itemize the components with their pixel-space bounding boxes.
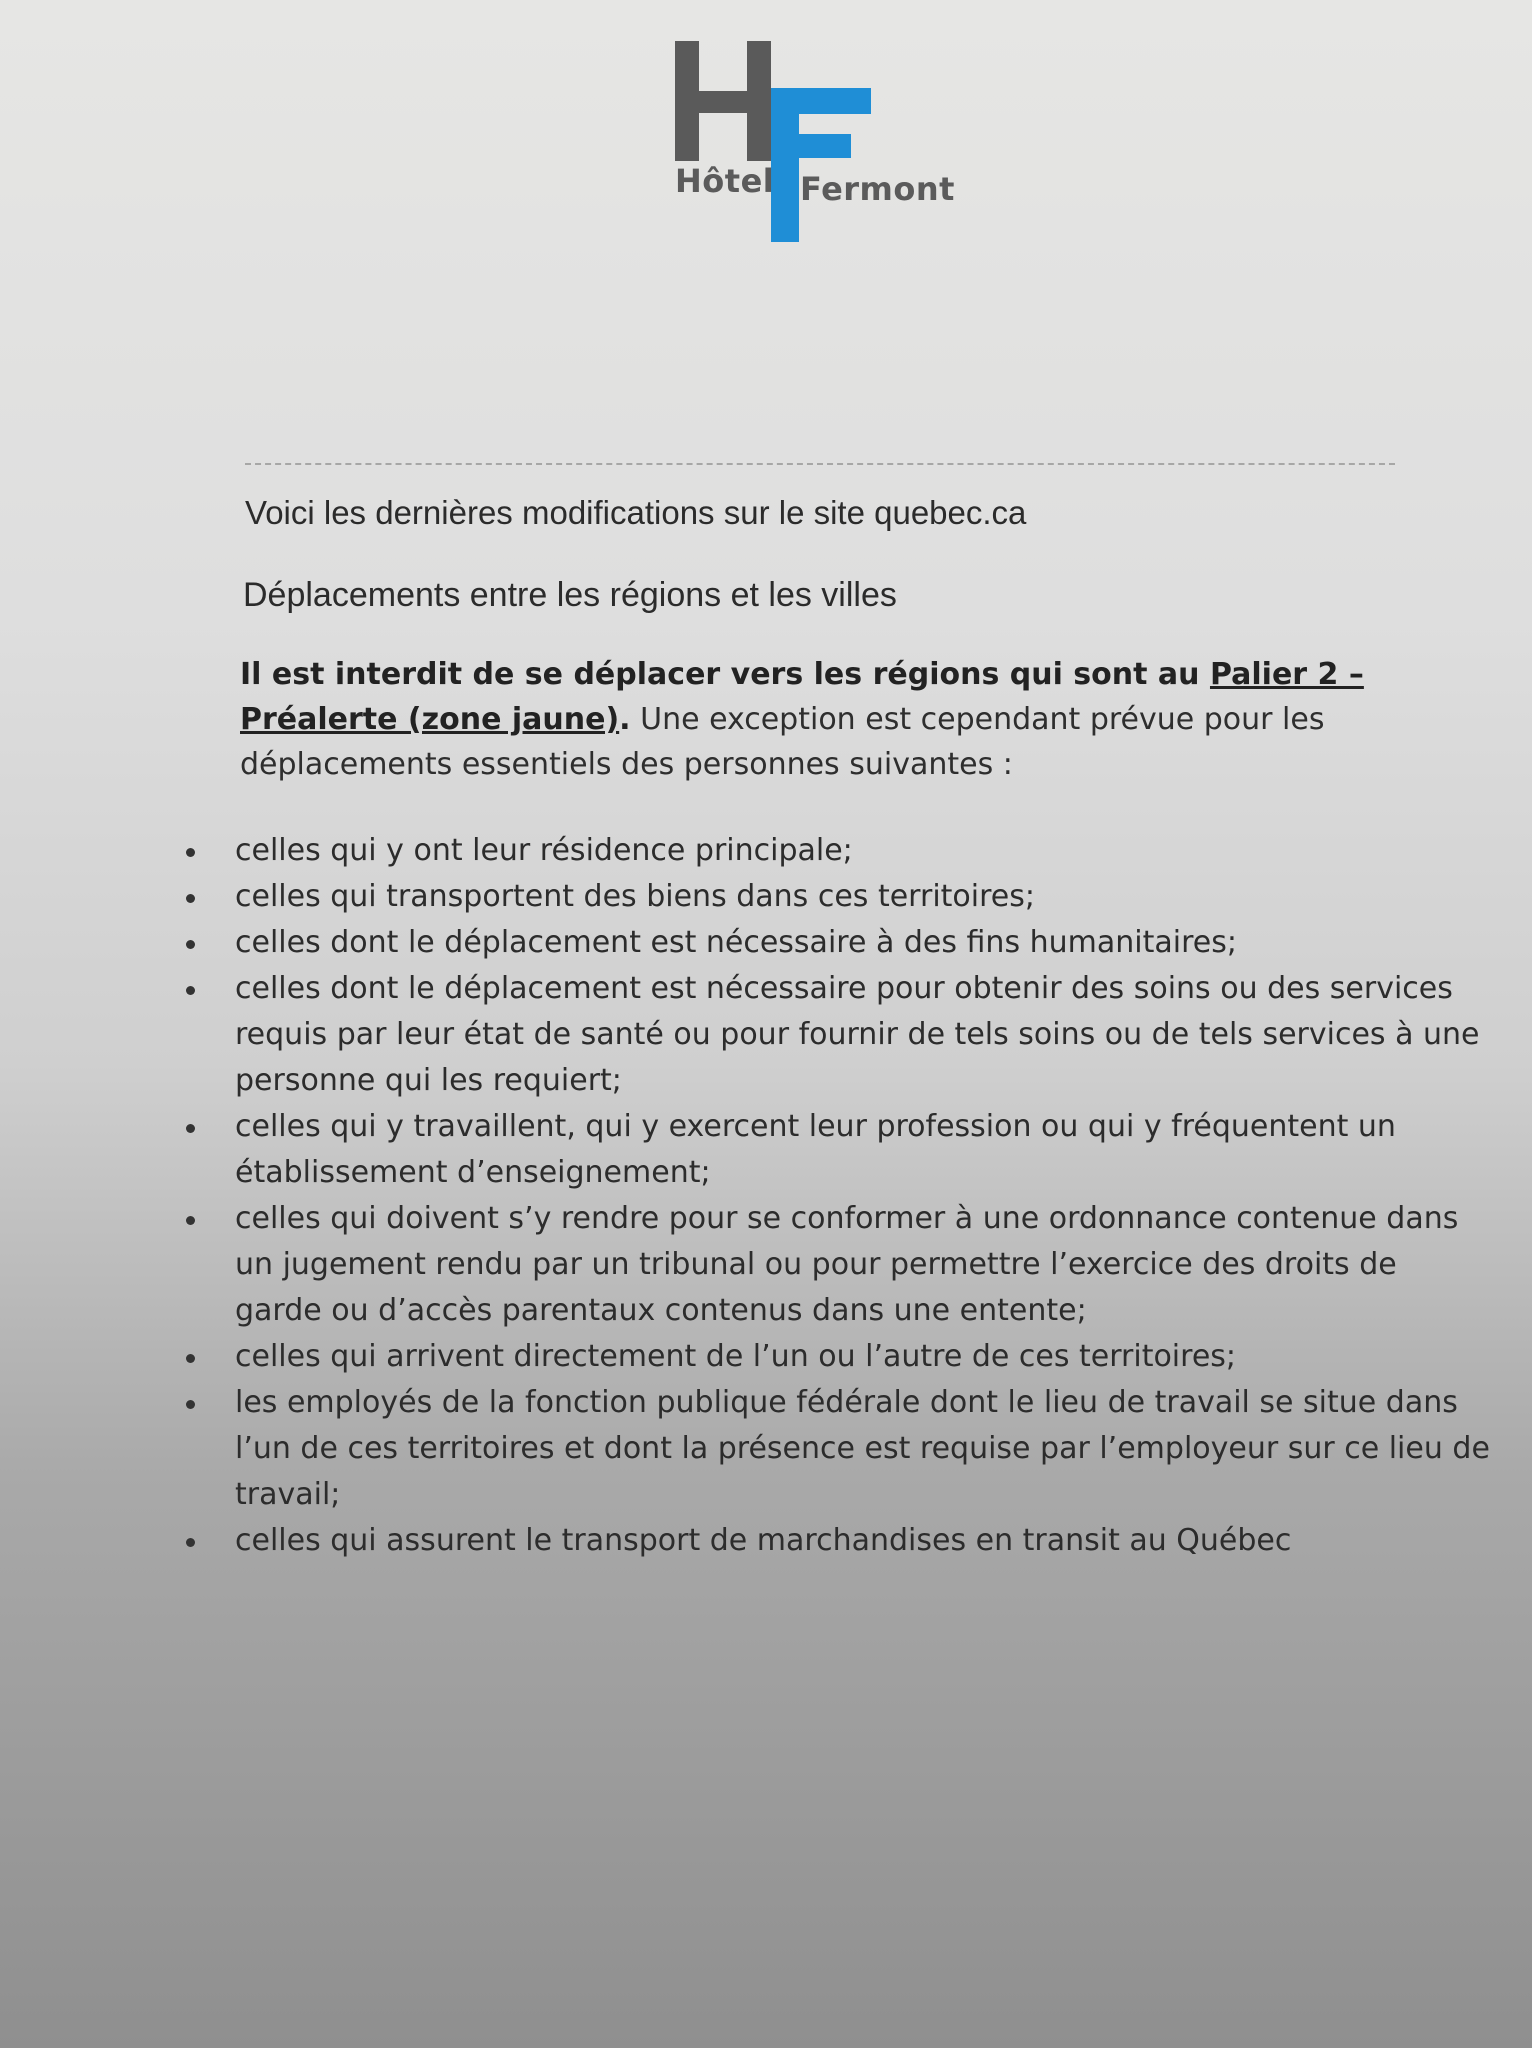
list-item bbox=[150, 874, 1490, 920]
exception-text: Une exception est cependant prévue pour les déplacements essentiels des personnes suivantes : bbox=[240, 702, 1325, 782]
bullet-icon bbox=[186, 1216, 195, 1225]
bullet-icon bbox=[186, 1400, 195, 1409]
logo-word-fermont: Fermont bbox=[800, 170, 955, 208]
list-item bbox=[150, 1334, 1490, 1380]
list-item-text: les employés de la fonction publique fédérale dont le lieu de travail se situe dans l’un de ces territoires et dont la présence est requise par l’employeur sur ce lieu de travail; bbox=[235, 1385, 1490, 1512]
list-item-text: celles dont le déplacement est nécessaire à des fins humanitaires; bbox=[235, 925, 1237, 960]
list-item bbox=[150, 920, 1490, 966]
list-item-text: celles qui y travaillent, qui y exercent leur profession ou qui y fréquentent un établissement d’enseignement; bbox=[235, 1109, 1396, 1190]
bullet-icon bbox=[186, 986, 195, 995]
logo-word-hotel: Hôtel bbox=[675, 162, 775, 200]
list-item bbox=[150, 1518, 1490, 1564]
restriction-paragraph bbox=[240, 652, 1440, 787]
restriction-bold-period: . bbox=[619, 702, 631, 737]
list-item-text: celles qui y ont leur résidence principale; bbox=[235, 833, 853, 868]
hotel-fermont-logo bbox=[670, 36, 955, 246]
list-item bbox=[150, 966, 1490, 1104]
list-item bbox=[150, 1380, 1490, 1518]
bullet-icon bbox=[186, 1538, 195, 1547]
bullet-icon bbox=[186, 940, 195, 949]
list-item bbox=[150, 1196, 1490, 1334]
list-item bbox=[150, 1104, 1490, 1196]
bullet-icon bbox=[186, 894, 195, 903]
palier-link[interactable]: Palier 2 – Préalerte (zone jaune) bbox=[240, 657, 1364, 737]
list-item-text: celles qui assurent le transport de marchandises en transit au Québec bbox=[235, 1523, 1292, 1558]
section-heading: Déplacements entre les régions et les villes bbox=[243, 576, 897, 614]
list-item bbox=[150, 828, 1490, 874]
bullet-icon bbox=[186, 1124, 195, 1133]
list-item-text: celles qui transportent des biens dans ces territoires; bbox=[235, 879, 1035, 914]
separator-line bbox=[245, 463, 1395, 465]
bullet-icon bbox=[186, 848, 195, 857]
bullet-icon bbox=[186, 1354, 195, 1363]
restriction-bold-text: Il est interdit de se déplacer vers les régions qui sont au bbox=[240, 657, 1210, 692]
list-item-text: celles qui doivent s’y rendre pour se conformer à une ordonnance contenue dans un jugement rendu par un tribunal ou pour permettre l’exercice des droits de garde ou d’accès parentaux contenus dans une entente; bbox=[235, 1201, 1459, 1328]
list-item-text: celles dont le déplacement est nécessaire pour obtenir des soins ou des services requis par leur état de santé ou pour fournir de tels soins ou de tels services à une personne qui les requiert; bbox=[235, 971, 1480, 1098]
exception-list bbox=[150, 828, 1490, 1564]
list-item-text: celles qui arrivent directement de l’un ou l’autre de ces territoires; bbox=[235, 1339, 1237, 1374]
hf-monogram-icon bbox=[670, 36, 950, 246]
intro-text: Voici les dernières modifications sur le site quebec.ca bbox=[245, 494, 1027, 531]
